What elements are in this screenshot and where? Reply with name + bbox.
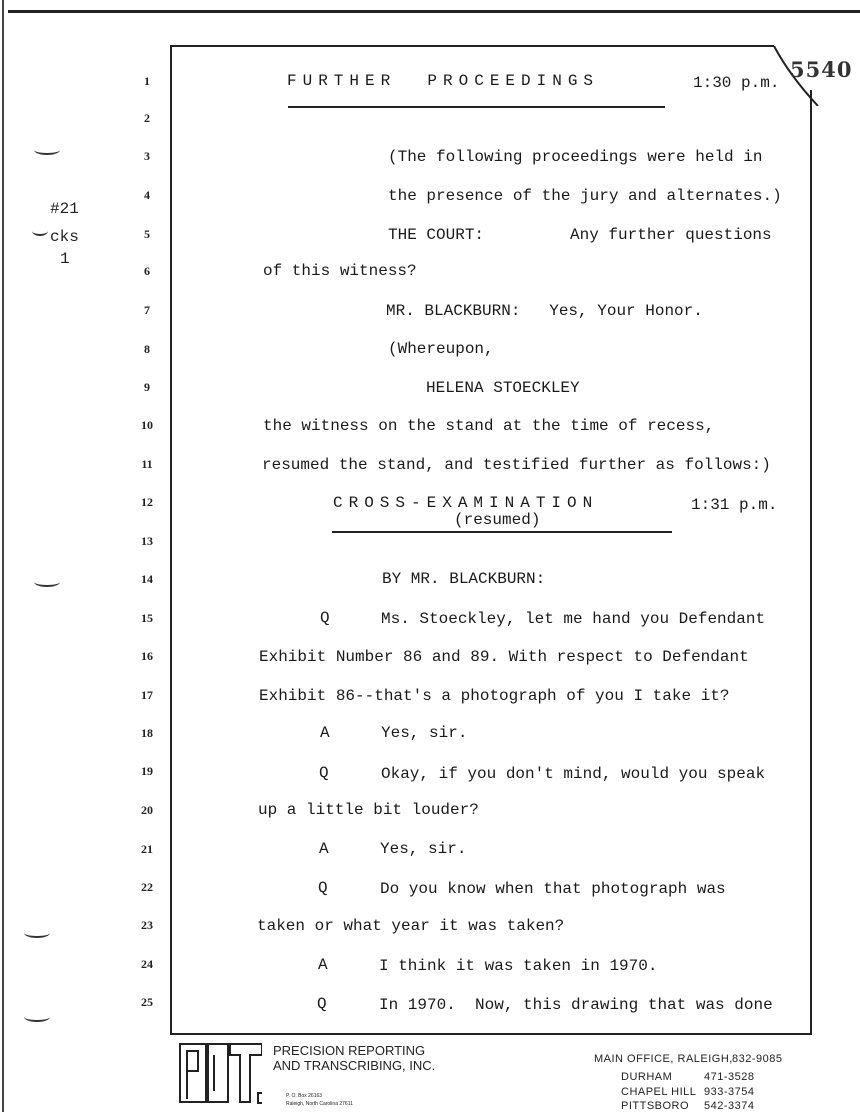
transcript-line: Ms. Stoeckley, let me hand you Defendant <box>381 610 766 628</box>
office-durham: DURHAM <box>621 1071 673 1083</box>
line-number: 13 <box>141 534 153 548</box>
line-number: 22 <box>141 880 153 894</box>
margin-note-number: 1 <box>60 250 70 268</box>
company-name-line2: AND TRANSCRIBING, INC. <box>273 1058 436 1073</box>
transcript-line: up a little bit louder? <box>258 801 479 819</box>
office-chapel-hill: CHAPEL HILL <box>621 1086 697 1098</box>
qa-marker: Q <box>318 879 328 897</box>
line-number: 15 <box>141 611 153 625</box>
transcript-line: the presence of the jury and alternates.) <box>388 187 782 205</box>
line-number: 17 <box>141 688 153 702</box>
line-number: 8 <box>144 342 150 356</box>
line-number: 5 <box>144 227 150 241</box>
qa-marker: Q <box>319 764 329 782</box>
line-number: 21 <box>141 842 153 856</box>
company-logo <box>178 1041 262 1107</box>
section-heading: CROSS-EXAMINATION <box>333 494 599 512</box>
transcript-line: taken or what year it was taken? <box>257 917 565 935</box>
transcript-line: Exhibit 86--that's a photograph of you I take it? <box>259 687 730 705</box>
office-main: MAIN OFFICE, RALEIGH, <box>594 1053 733 1065</box>
transcript-line: Yes, sir. <box>381 724 468 742</box>
binding-mark <box>34 145 60 155</box>
transcript-frame-bottom <box>170 1033 812 1035</box>
examiner-label: BY MR. BLACKBURN: <box>382 570 546 588</box>
qa-marker: A <box>319 840 329 858</box>
line-number: 3 <box>144 149 150 163</box>
transcript-line: Any further questions <box>570 226 772 244</box>
company-address: P. O. Box 26163 <box>286 1093 323 1099</box>
company-logo-text: P&T <box>178 1041 180 1042</box>
office-pittsboro: PITTSBORO <box>621 1100 690 1112</box>
speaker-label: THE COURT: <box>388 226 485 244</box>
transcript-line: of this witness? <box>263 262 417 280</box>
heading-underline <box>288 106 665 108</box>
page-top-rule <box>8 10 860 13</box>
qa-marker: A <box>320 724 330 742</box>
line-number: 1 <box>144 74 150 88</box>
page-number: 5540 <box>790 57 853 82</box>
transcript-line: the witness on the stand at the time of recess, <box>263 417 715 435</box>
line-number: 23 <box>141 918 153 932</box>
qa-marker: Q <box>317 995 327 1013</box>
company-city: Raleigh, North Carolina 27611 <box>286 1101 353 1107</box>
witness-name: HELENA STOECKLEY <box>426 379 580 397</box>
section-time: 1:31 p.m. <box>691 496 778 514</box>
transcript-line: Do you know when that photograph was <box>380 880 726 898</box>
page-heading: FURTHER PROCEEDINGS <box>287 72 600 90</box>
binding-mark <box>32 226 48 236</box>
line-number: 7 <box>144 303 150 317</box>
office-main-phone: 832-9085 <box>732 1053 783 1065</box>
line-number: 6 <box>144 264 150 278</box>
transcript-line: I think it was taken in 1970. <box>379 957 658 975</box>
transcript-line: Yes, sir. <box>380 840 467 858</box>
transcript-frame-top <box>170 45 774 47</box>
office-pittsboro-phone: 542-3374 <box>704 1100 755 1112</box>
transcript-line: (The following proceedings were held in <box>388 148 763 166</box>
line-number: 2 <box>144 111 150 125</box>
binding-mark <box>34 577 60 587</box>
section-subheading: (resumed) <box>454 511 541 529</box>
transcript-line: Exhibit Number 86 and 89. With respect to Defendant <box>259 648 749 666</box>
transcript-line: In 1970. Now, this drawing that was done <box>379 996 773 1014</box>
line-number: 18 <box>141 726 153 740</box>
line-number: 19 <box>141 764 153 778</box>
transcript-frame-left <box>170 45 172 1035</box>
line-number: 24 <box>141 957 153 971</box>
transcript-frame-right <box>810 90 812 1035</box>
transcript-line: MR. BLACKBURN: Yes, Your Honor. <box>386 302 703 320</box>
binding-mark <box>24 1012 50 1022</box>
line-number: 10 <box>141 418 153 432</box>
margin-note-cks: cks <box>50 228 79 246</box>
margin-note-exhibit: #21 <box>50 200 79 218</box>
section-underline <box>332 531 672 533</box>
qa-marker: Q <box>320 609 330 627</box>
office-chapel-hill-phone: 933-3754 <box>704 1086 755 1098</box>
line-number: 20 <box>141 803 153 817</box>
binding-mark <box>24 928 50 938</box>
qa-marker: A <box>318 956 328 974</box>
office-durham-phone: 471-3528 <box>704 1071 755 1083</box>
line-number: 11 <box>141 457 153 471</box>
line-number: 12 <box>141 495 153 509</box>
line-number: 25 <box>141 995 153 1009</box>
line-number: 14 <box>141 572 153 586</box>
heading-time: 1:30 p.m. <box>693 74 780 92</box>
company-name-line1: PRECISION REPORTING <box>273 1043 426 1058</box>
line-number: 9 <box>144 380 150 394</box>
line-number: 4 <box>144 188 150 202</box>
page-left-edge <box>2 0 4 1112</box>
transcript-line: Okay, if you don't mind, would you speak <box>381 765 766 783</box>
line-number: 16 <box>141 649 153 663</box>
transcript-line: (Whereupon, <box>388 340 494 358</box>
transcript-line: resumed the stand, and testified further as follows:) <box>262 456 771 474</box>
